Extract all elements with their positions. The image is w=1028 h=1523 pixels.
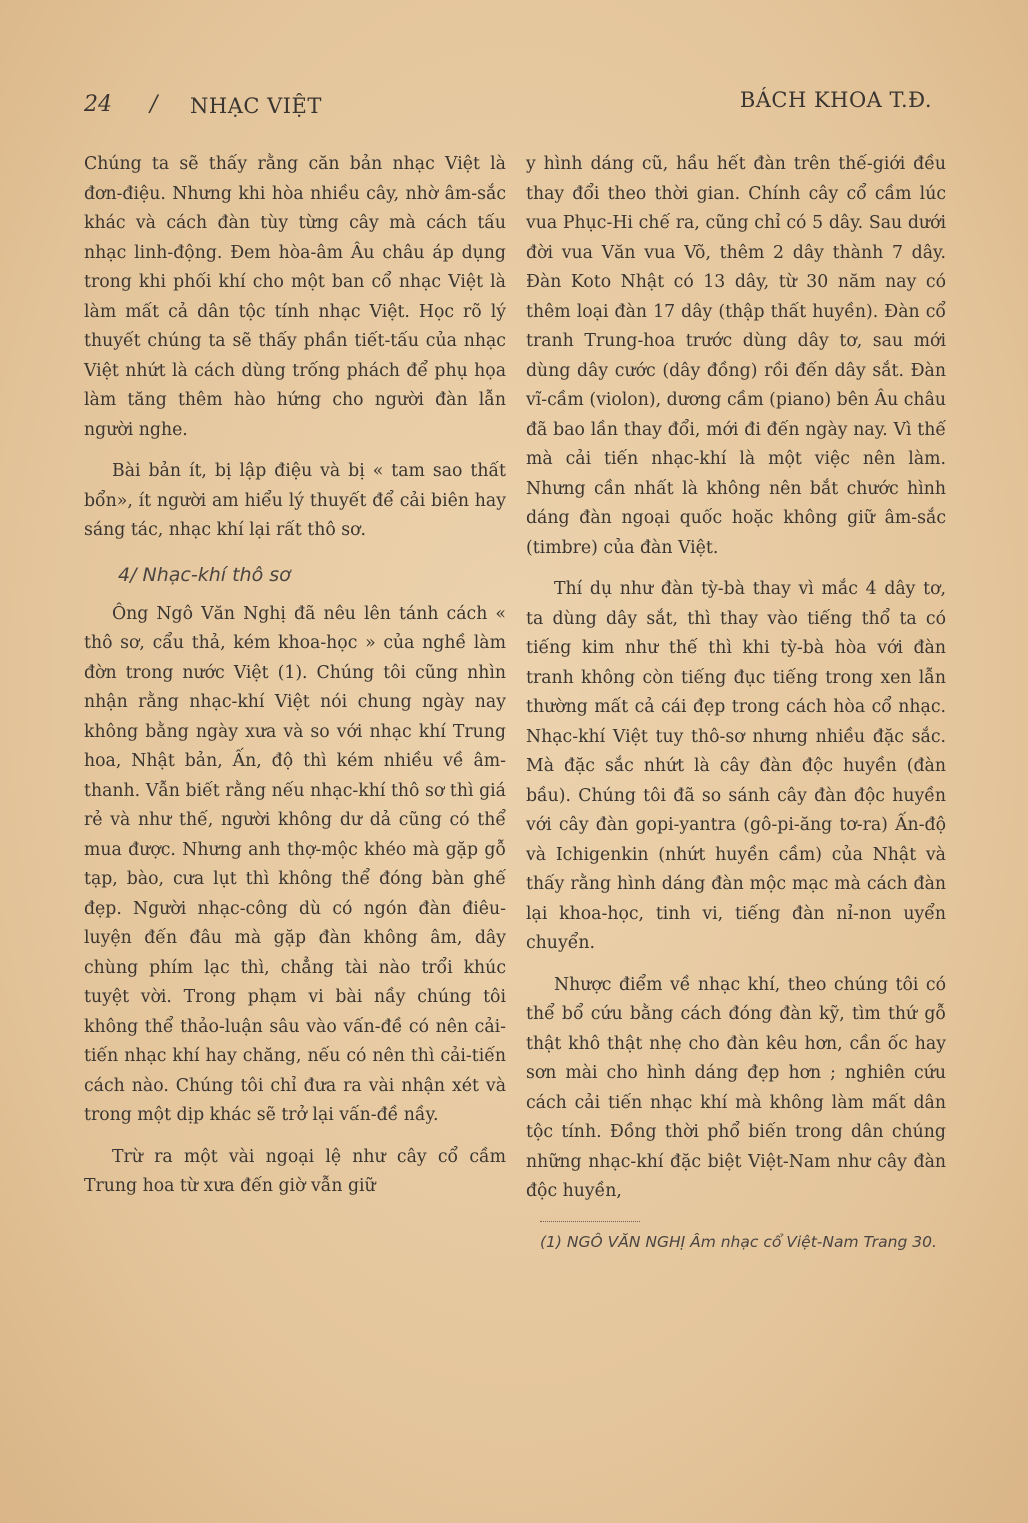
footnote-divider (540, 1221, 640, 1222)
right-column (526, 150, 946, 1254)
section-heading: 4/ Nhạc-khí thô sơ (118, 563, 291, 586)
paragraph: Chúng ta sẽ thấy rằng căn bản nhạc Việt là đơn-điệu. Nhưng khi hòa nhiều cây, nhờ âm-sắc khác và cách đàn tùy từng cây mà cách tấu nhạc linh-động. Đem hòa-âm Âu châu áp dụng trong khi phối khí cho một ban cổ nhạc Việt là làm mất cả dân tộc tính nhạc Việt. Học rõ lý thuyết chúng ta sẽ thấy phần tiết-tấu của nhạc Việt nhứt là cách dùng trống phách để phụ họa làm tăng thêm hào hứng cho người đàn lẫn người nghe. (84, 154, 506, 440)
magazine-title: BÁCH KHOA T.Đ. (739, 88, 932, 112)
paragraph: Bài bản ít, bị lập điệu và bị « tam sao thất bổn», ít người am hiểu lý thuyết để cải biên hay sáng tác, nhạc khí lại rất thô sơ. (84, 461, 506, 540)
header-separator: / (150, 92, 158, 117)
left-column (84, 150, 506, 1202)
paragraph: Trừ ra một vài ngoại lệ như cây cổ cầm Trung hoa từ xưa đến giờ vẫn giữ (84, 1146, 506, 1196)
paragraph: Thí dụ như đàn tỳ-bà thay vì mắc 4 dây tơ, ta dùng dây sắt, thì thay vào tiếng thổ ta có tiếng kim như thế thì khi tỳ-bà hòa với đàn tranh không còn tiếng đục tiếng trong xen lẫn thường mất cả cái đẹp trong cách hòa cổ nhạc. Nhạc-khí Việt tuy thô-sơ nhưng nhiều đặc sắc. Mà đặc sắc nhứt là cây đàn độc huyền (đàn bầu). Chúng tôi đã so sánh cây đàn độc huyền với cây đàn gopi-yantra (gô-pi-ăng tơ-ra) Ấn-độ và Ichigenkin (nhứt huyền cầm) của Nhật và thấy rằng hình dáng đàn mộc mạc mà cách đàn lại khoa-học, tinh vi, tiếng đàn nỉ-non uyển chuyển. (526, 579, 946, 953)
page-number: 24 (84, 92, 112, 117)
paragraph: y hình dáng cũ, hầu hết đàn trên thế-giới đều thay đổi theo thời gian. Chính cây cổ cầm lúc vua Phục-Hi chế ra, cũng chỉ có 5 dây. Sau dưới đời vua Văn vua Võ, thêm 2 dây thành 7 dây. Đàn Koto Nhật có 13 dây, từ 30 năm nay có thêm loại đàn 17 dây (thập thất huyền). Đàn cổ tranh Trung-hoa trước dùng dây tơ, sau mới dùng dây cước (dây đồng) rồi đến dây sắt. Đàn vĩ-cầm (violon), dương cầm (piano) bên Âu châu đã bao lần thay đổi, mới đi đến ngày nay. Vì thế mà cải tiến nhạc-khí là một việc nên làm. Nhưng cần nhất là không nên bắt chước hình dáng đàn ngoại quốc hoặc không giữ âm-sắc (timbre) của đàn Việt. (526, 154, 946, 558)
paragraph: Nhược điểm về nhạc khí, theo chúng tôi có thể bổ cứu bằng cách đóng đàn kỹ, tìm thứ gỗ thật khô thật nhẹ cho đàn kêu hơn, cần ốc hay sơn mài cho hình dáng đẹp hơn ; nghiên cứu cách cải tiến nhạc khí mà không làm mất dân tộc tính. Đồng thời phổ biến trong dân chúng những nhạc-khí đặc biệt Việt-Nam như cây đàn độc huyền, (526, 974, 946, 1201)
footnote: (1) NGÔ VĂN NGHỊ Âm nhạc cổ Việt-Nam Trang 30. (540, 1232, 937, 1251)
paragraph: Ông Ngô Văn Nghị đã nêu lên tánh cách « thô sơ, cẩu thả, kém khoa-học » của nghề làm đờn trong nước Việt (1). Chúng tôi cũng nhìn nhận rằng nhạc-khí Việt nói chung ngày nay không bằng ngày xưa và so với nhạc khí Trung hoa, Nhật bản, Ấn, độ thì kém nhiều về âm-thanh. Vẫn biết rằng nếu nhạc-khí thô sơ thì giá rẻ và như thế, người không dư dả cũng có thể mua được. Nhưng anh thợ-mộc khéo mà gặp gỗ tạp, bào, cưa lụt thì không thể đóng bàn ghế đẹp. Người nhạc-công dù có ngón đàn điêu-luyện đến đâu mà gặp đàn không âm, dây chùng phím lạc thì, chẳng tài nào trổi khúc tuyệt vời. Trong phạm vi bài nầy chúng tôi không thể thảo-luận sâu vào vấn-đề có nên cải-tiến nhạc khí hay chăng, nếu có nên thì cải-tiến cách nào. Chúng tôi chỉ đưa ra vài nhận xét và trong một dịp khác sẽ trở lại vấn-đề nầy. (84, 603, 506, 1125)
page-header (0, 88, 1028, 128)
section-title: NHẠC VIỆT (190, 94, 322, 118)
